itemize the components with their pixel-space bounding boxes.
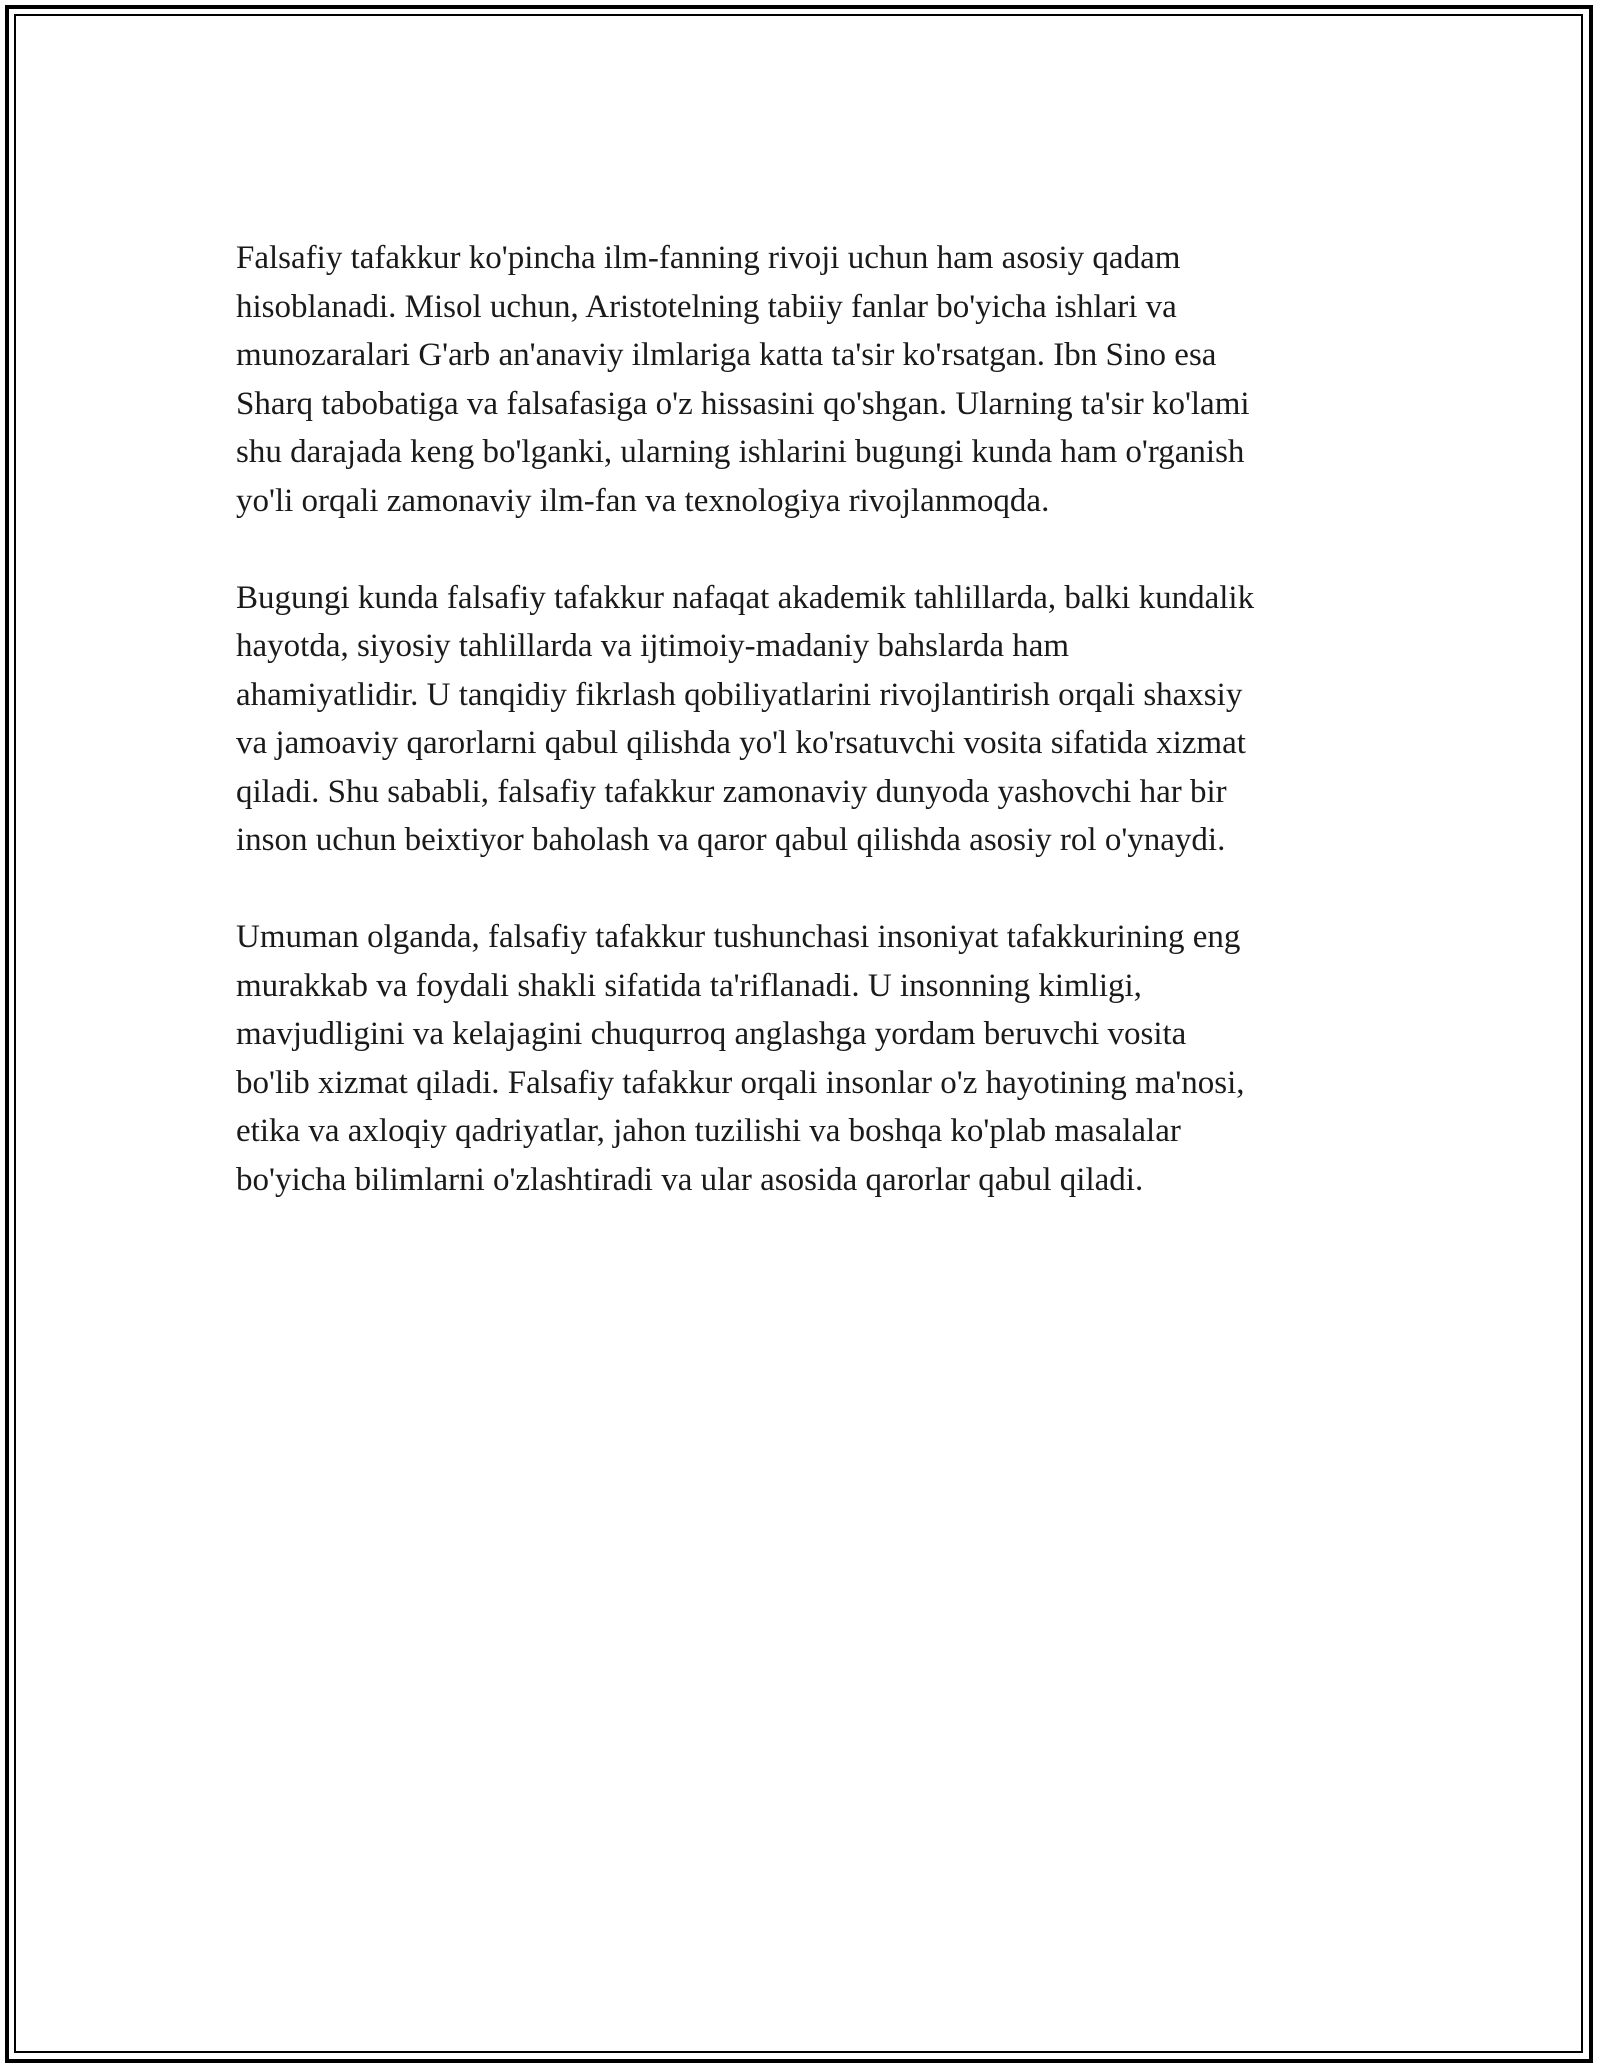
paragraph-1	[236, 234, 1386, 525]
paragraph-2	[236, 574, 1386, 865]
text-line: Falsafiy tafakkur ko'pincha ilm-fanning rivoji uchun ham asosiy qadam	[236, 240, 1181, 276]
text-line: bo'yicha bilimlarni o'zlashtiradi va ular asosida qarorlar qabul qiladi.	[236, 1161, 1144, 1198]
text-line: mavjudligini va kelajagini chuqurroq anglashga yordam beruvchi vosita	[236, 1016, 1187, 1052]
text-line: munozaralari G'arb an'anaviy ilmlariga katta ta'sir ko'rsatgan. Ibn Sino esa	[236, 337, 1217, 373]
text-line: va jamoaviy qarorlarni qabul qilishda yo'l ko'rsatuvchi vosita sifatida xizmat	[236, 725, 1246, 761]
text-line: inson uchun beixtiyor baholash va qaror qabul qilishda asosiy rol o'ynaydi.	[236, 822, 1226, 858]
text-line: shu darajada keng bo'lganki, ularning ishlarini bugungi kunda ham o'rganish	[236, 434, 1245, 470]
text-line: qiladi. Shu sababli, falsafiy tafakkur zamonaviy dunyoda yashovchi har bir	[236, 773, 1227, 810]
text-line: Sharq tabobatiga va falsafasiga o'z hissasini qo'shgan. Ularning ta'sir ko'lami	[236, 385, 1250, 422]
text-line: yo'li orqali zamonaviy ilm-fan va texnologiya rivojlanmoqda.	[236, 482, 1050, 519]
text-line: Umuman olganda, falsafiy tafakkur tushunchasi insoniyat tafakkurining eng	[236, 919, 1241, 955]
text-line: etika va axloqiy qadriyatlar, jahon tuzilishi va boshqa ko'plab masalalar	[236, 1113, 1181, 1149]
text-line: hayotda, siyosiy tahlillarda va ijtimoiy-madaniy bahslarda ham	[236, 628, 1070, 664]
document-body	[236, 234, 1386, 1253]
text-line: Bugungi kunda falsafiy tafakkur nafaqat akademik tahlillarda, balki kundalik	[236, 579, 1255, 616]
text-line: murakkab va foydali shakli sifatida ta'riflanadi. U insonning kimligi,	[236, 967, 1142, 1004]
paragraph-3	[236, 913, 1386, 1204]
text-line: bo'lib xizmat qiladi. Falsafiy tafakkur orqali insonlar o'z hayotining ma'nosi,	[236, 1064, 1245, 1101]
text-line: ahamiyatlidir. U tanqidiy fikrlash qobiliyatlarini rivojlantirish orqali shaxsiy	[236, 676, 1243, 713]
text-line: hisoblanadi. Misol uchun, Aristotelning tabiiy fanlar bo'yicha ishlari va	[236, 288, 1177, 325]
